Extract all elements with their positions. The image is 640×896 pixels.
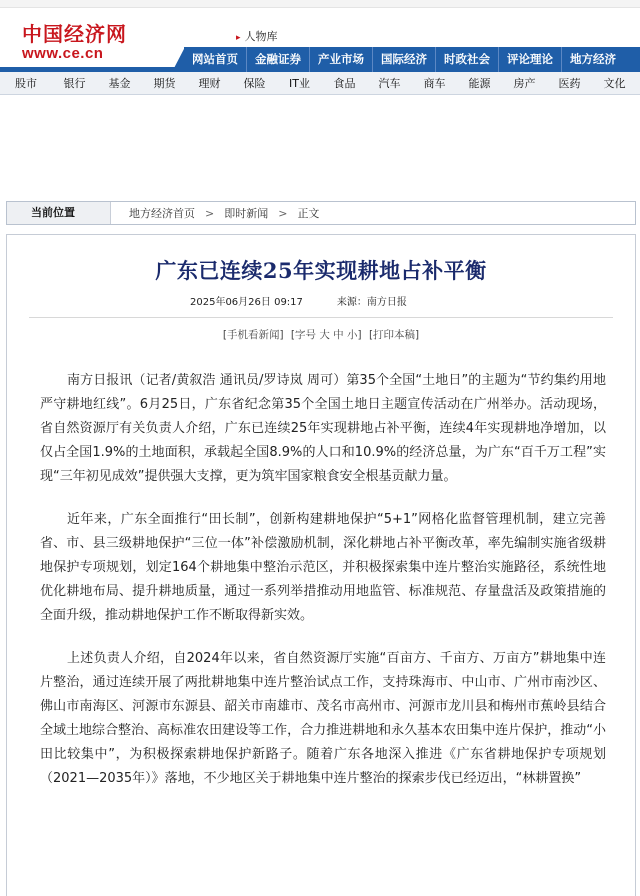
article-container bbox=[6, 234, 636, 896]
main-nav bbox=[0, 47, 640, 72]
main-nav-finance[interactable]: 金融证券 bbox=[246, 47, 309, 72]
sub-nav-item[interactable]: 期货 bbox=[153, 77, 176, 90]
sub-nav-item[interactable]: 理财 bbox=[198, 77, 221, 90]
article-title: 广东已连续25年实现耕地占补平衡 bbox=[155, 258, 487, 283]
article-date: 2025年06月26日 09:17 bbox=[190, 297, 303, 308]
sub-nav bbox=[0, 72, 640, 95]
main-nav-bar bbox=[184, 47, 640, 72]
article-body bbox=[40, 369, 606, 810]
breadcrumb-title: 当前位置 bbox=[7, 202, 111, 224]
sub-nav-item[interactable]: 食品 bbox=[333, 77, 356, 90]
sub-nav-item[interactable]: 基金 bbox=[108, 77, 131, 90]
breadcrumb-local-home[interactable]: 地方经济首页 bbox=[129, 207, 195, 220]
breadcrumb-separator: > bbox=[205, 206, 215, 220]
article-source: 来源：南方日报 bbox=[336, 297, 407, 308]
divider bbox=[29, 317, 613, 318]
main-nav-international[interactable]: 国际经济 bbox=[372, 47, 435, 72]
main-nav-home[interactable]: 网站首页 bbox=[192, 52, 238, 66]
main-nav-politics[interactable]: 时政社会 bbox=[435, 47, 498, 72]
logo-url: www.ce.cn bbox=[22, 45, 104, 62]
breadcrumb bbox=[6, 201, 636, 225]
article-paragraph: 近年来，广东全面推行“田长制”，创新构建耕地保护“5+1”网格化监督管理机制，建立完善省、市、县三级耕地保护“三位一体”补偿激励机制，深化耕地占补平衡改革，率先编制实施省级耕地保护专项规划，划定164个耕地集中整治示范区，并积极探索集中连片整治实施路径，系统性地优化耕地布局、提升耕地质量，通过一系列举措推动用地监管、标准规范、存量盘活及政策措施的全面升级，推动耕地保护工作不断取得新实效。 bbox=[40, 512, 606, 623]
arrow-right-icon: ▸ bbox=[236, 33, 241, 43]
sub-nav-item[interactable]: 银行 bbox=[63, 77, 86, 90]
sub-nav-item[interactable]: 文化 bbox=[603, 77, 626, 90]
print-link[interactable]: [打印本稿] bbox=[368, 329, 420, 341]
sub-nav-item[interactable]: 医药 bbox=[558, 77, 581, 90]
main-nav-commentary[interactable]: 评论理论 bbox=[498, 47, 561, 72]
mobile-news-link[interactable]: [手机看新闻] bbox=[222, 329, 284, 341]
breadcrumb-separator: > bbox=[278, 206, 288, 220]
sub-nav-item[interactable]: 商车 bbox=[423, 77, 446, 90]
people-library-link[interactable] bbox=[236, 28, 278, 44]
sub-nav-item[interactable]: 保险 bbox=[243, 77, 266, 90]
article-paragraph: 上述负责人介绍，自2024年以来，省自然资源厅实施“百亩方、千亩方、万亩方”耕地集中连片整治，通过连续开展了两批耕地集中连片整治试点工作，支持珠海市、中山市、广州市南沙区、佛山市南海区、河源市东源县、韶关市南雄市、茂名市高州市、河源市龙川县和梅州市蕉岭县结合全域土地综合整治、高标准农田建设等工作，合力推进耕地和永久基本农田集中连片保护，推动“小田比较集中”，为积极探索耕地保护新路子。随着广东各地深入推进《广东省耕地保护专项规划（2021—2035年）》落地，不少地区关于耕地集中连片整治的探索步伐已经迈出，“林耕置换” bbox=[40, 651, 606, 786]
sub-nav-item[interactable]: 房产 bbox=[513, 77, 536, 90]
sub-nav-item[interactable]: 汽车 bbox=[378, 77, 401, 90]
browser-bookmark-strip bbox=[0, 0, 640, 8]
article-meta bbox=[190, 293, 407, 308]
article-paragraph: 南方日报讯（记者/黄叙浩 通讯员/罗诗岚 周可）第35个全国“土地日”的主题为“节约集约用地 严守耕地红线”。6月25日，广东省纪念第35个全国土地日主题宣传活动在广州举办。活动现场，省自然资源厅有关负责人介绍，广东已连续25年实现耕地占补平衡，连续4年实现耕地净增加，以仅占全国1.9%的土地面积，承载起全国8.9%的人口和10.9%的经济总量，为广东“百千万工程”实现“三年初见成效”提供强大支撑，更为筑牢国家粮食安全根基贡献力量。 bbox=[40, 373, 606, 484]
breadcrumb-current: 正文 bbox=[297, 207, 320, 220]
breadcrumb-instant-news[interactable]: 即时新闻 bbox=[224, 207, 269, 220]
sub-nav-item[interactable]: IT业 bbox=[289, 77, 310, 90]
font-size-switch[interactable]: [字号 大 中 小] bbox=[290, 329, 362, 341]
article-tools bbox=[7, 327, 635, 342]
main-nav-local[interactable]: 地方经济 bbox=[561, 47, 624, 72]
main-nav-industry[interactable]: 产业市场 bbox=[309, 47, 372, 72]
logo-text: 中国经济网 bbox=[22, 22, 127, 46]
sub-nav-item[interactable]: 能源 bbox=[468, 77, 491, 90]
people-library-label: 人物库 bbox=[244, 30, 278, 43]
sub-nav-item[interactable]: 股市 bbox=[15, 77, 37, 90]
